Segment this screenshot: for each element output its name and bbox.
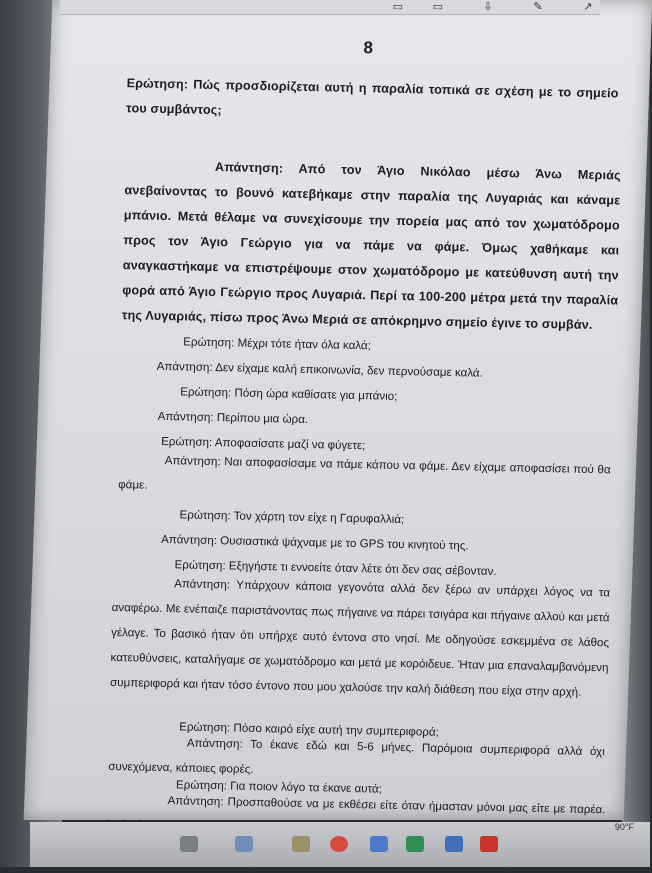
taskbar <box>30 822 650 867</box>
toolbar-icon[interactable]: ▭ <box>392 1 404 13</box>
text-block: Απάντηση: Προσπαθούσε να με εκθέσει είτε όταν ήμασταν μόνοι μας είτε με παρέα. <box>167 794 606 817</box>
document-page <box>55 18 631 820</box>
text-line: Ερώτηση: Μέχρι τότε ήταν όλα καλά; <box>183 335 372 353</box>
text-line: Ερώτηση: Για ποιον λόγο τα έκανε αυτά; <box>175 778 383 796</box>
text-line: Απάντηση: Δεν είχαμε καλή επικοινωνία, δεν περνούσαμε καλά. <box>156 359 483 380</box>
taskbar-app-icon[interactable] <box>235 836 253 852</box>
share-icon[interactable]: ↗ <box>583 1 593 13</box>
tray-temperature: 90°F <box>614 822 634 832</box>
answer-paragraph: Απάντηση: Από τον Άγιο Νικόλαο μέσω Άνω Μεριάς ανεβαίνοντας το βουνό κατεβήκαμε στην παραλία της Λυγαριάς και κάναμε μπάνιο. Μετά θέλαμε να συνεχίσουμε την πορεία μας από τον χωματόδρομο προς τον Άγιο Γεώργιο για να πάμε να φάμε. Όμως χαθήκαμε και αναγκαστήκαμε να επιστρέψουμε στον χωματόδρομο με κατεύθυνση αυτή την φορά από Άγιο Γεώργιο προς Λυγαριά. Περί τα 100-200 μέτρα μετά την παραλία της Λυγαριάς, πίσω προς Άνω Μεριά σε απόκρημνο σημείο έγινε το συμβάν. <box>121 160 621 332</box>
word-icon[interactable] <box>370 836 388 852</box>
chrome-icon[interactable] <box>330 836 348 852</box>
toolbar-icon[interactable]: ▭ <box>432 1 444 13</box>
text-block: Απάντηση: Υπάρχουν κάποια γεγονότα αλλά δεν ξέρω αν υπάρχει λόγος να τα αναφέρω. Με ενέπαιζε παριστάνοντας πως πήγαινε να πάρει τσιγάρα και πήγαινε αλλού και μετά γέλαγε. Το βασικό ήταν ότι υπήρχε αυτό έντονα στο νησί. Με οδηγούσε εσκεμμένα σε λάθος κατευθύνσεις, καταλήγαμε σε χωματόδρομο και μετά με κορόιδευε. Ήταν μια επαναλαμβανόμενη συμπεριφορά και ήταν τόσο έντονο που μου χαλούσε την καλή διάθεση που είχα στην αρχή. <box>109 577 611 699</box>
text-line: Ερώτηση: Αποφασίσατε μαζί να φύγετε; <box>161 434 366 453</box>
download-icon[interactable]: ⇩ <box>483 1 493 13</box>
page-number: 8 <box>363 38 374 58</box>
excel-icon[interactable] <box>406 836 424 852</box>
text-block: Απάντηση: Ναι αποφασίσαμε να πάμε κάπου να φάμε. Δεν είχαμε αποφασίσει πού θα φάμε. <box>118 454 611 492</box>
text-line: Ερώτηση: Πόση ώρα καθίσατε για μπάνιο; <box>180 385 398 403</box>
acrobat-icon[interactable] <box>480 836 498 852</box>
question-paragraph: Ερώτηση: Πώς προσδιορίζεται αυτή η παραλία τοπικά σε σχέση με το σημείο του συμβάντος; <box>125 76 619 118</box>
taskbar-app-icon[interactable] <box>180 836 198 852</box>
comment-icon[interactable]: ✎ <box>533 1 543 13</box>
outlook-icon[interactable] <box>445 836 463 852</box>
text-line: Απάντηση: Περίπου μια ώρα. <box>157 409 309 427</box>
text-line: Απάντηση: Ουσιαστικά ψάχναμε με το GPS του κινητού της. <box>160 532 469 553</box>
toolbar <box>60 0 600 15</box>
folder-icon[interactable] <box>292 836 310 852</box>
text-line: Ερώτηση: Πόσο καιρό είχε αυτή την συμπεριφορά; <box>179 720 439 739</box>
text-block: Απάντηση: Το έκανε εδώ και 5-6 μήνες. Παρόμοια συμπεριφορά αλλά όχι συνεχόμενα, κάποιες φορές. <box>108 736 605 776</box>
text-line: Ερώτηση: Εξηγήστε τι εννοείτε όταν λέτε ότι δεν σας σέβονταν. <box>174 558 497 579</box>
text-line: Ερώτηση: Τον χάρτη τον είχε η Γαρυφαλλιά; <box>179 508 405 527</box>
